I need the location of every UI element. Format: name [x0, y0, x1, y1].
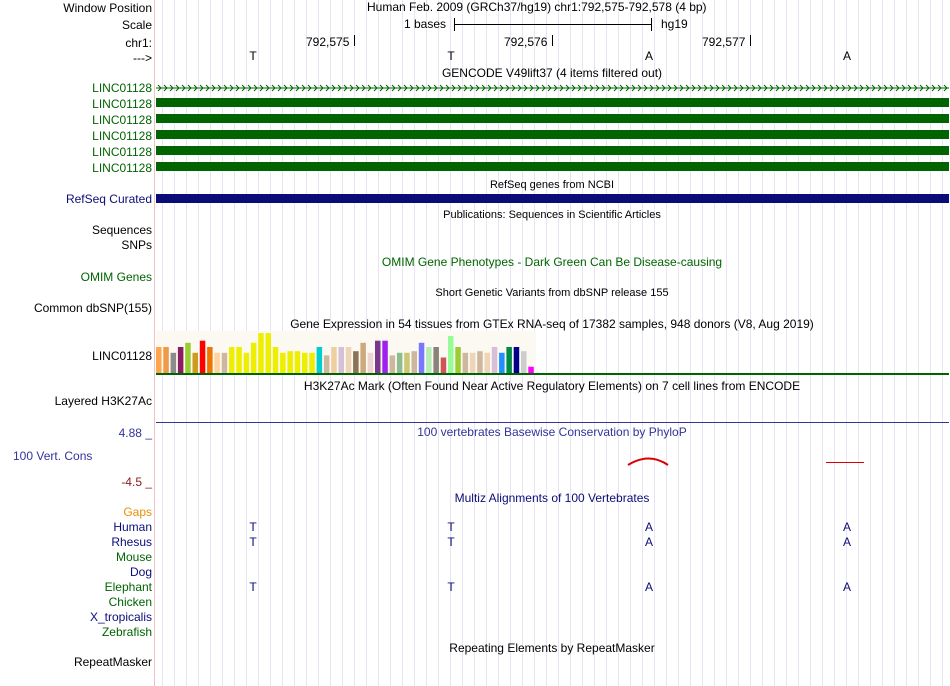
- omim-track-title: OMIM Gene Phenotypes - Dark Green Can Be Disease-causing: [381, 255, 723, 269]
- gtex-tissue-bar[interactable]: [339, 347, 345, 373]
- species-label-dog[interactable]: Dog: [129, 565, 152, 579]
- gencode-exon-bar-2[interactable]: [156, 98, 949, 107]
- label-divider: [154, 0, 155, 686]
- gencode-item-label-4[interactable]: LINC01128: [92, 129, 152, 143]
- coord-tick-3: [750, 35, 751, 46]
- species-label-zebrafish[interactable]: Zebrafish: [101, 625, 152, 639]
- repeatmasker-track-title: Repeating Elements by RepeatMasker: [449, 641, 655, 655]
- gencode-intron-arrows[interactable]: [156, 83, 949, 93]
- species-label-human[interactable]: Human: [113, 520, 152, 534]
- omim-track-label[interactable]: OMIM Genes: [80, 270, 152, 284]
- coord-label-1: 792,575: [306, 35, 350, 49]
- gtex-tissue-bar[interactable]: [331, 347, 337, 373]
- gencode-track-title: GENCODE V49lift37 (4 items filtered out): [441, 66, 663, 80]
- gtex-tissue-bar[interactable]: [251, 343, 257, 373]
- gtex-track-title: Gene Expression in 54 tissues from GTEx RNA-seq of 17382 samples, 948 donors (V8, Aug 2019): [290, 317, 814, 331]
- gtex-tissue-bar[interactable]: [295, 351, 301, 373]
- gencode-item-label-2[interactable]: LINC01128: [92, 97, 152, 111]
- gtex-tissue-bar[interactable]: [455, 347, 461, 373]
- scale-bar-left-cap: [454, 18, 455, 31]
- gtex-tissue-bar[interactable]: [419, 343, 425, 373]
- gtex-tissue-bar[interactable]: [317, 347, 323, 373]
- gtex-tissue-bar[interactable]: [324, 355, 330, 373]
- gencode-exon-bar-3[interactable]: [156, 114, 949, 123]
- gtex-tissue-bar[interactable]: [528, 367, 534, 373]
- gtex-tissue-bar[interactable]: [441, 358, 447, 374]
- gtex-tissue-bar[interactable]: [412, 351, 418, 373]
- gtex-tissue-bar[interactable]: [397, 353, 403, 373]
- species-label-chicken[interactable]: Chicken: [108, 595, 152, 609]
- rhesus-base-1: T: [249, 535, 257, 549]
- human-base-3: A: [644, 520, 654, 534]
- gtex-tissue-bar[interactable]: [156, 347, 162, 373]
- gtex-tissue-bar[interactable]: [433, 347, 439, 373]
- gtex-tissue-bar[interactable]: [309, 353, 315, 373]
- cons-wiggle-peak-2: [826, 462, 864, 463]
- gtex-tissue-bar[interactable]: [404, 353, 410, 373]
- elephant-base-3: A: [644, 580, 654, 594]
- coord-tick-2: [552, 35, 553, 46]
- position-text: Human Feb. 2009 (GRCh37/hg19) chr1:792,575-792,578 (4 bp): [367, 0, 707, 14]
- gtex-tissue-bar[interactable]: [499, 353, 505, 373]
- multiz-track-title: Multiz Alignments of 100 Vertebrates: [454, 491, 650, 505]
- gtex-tissue-bar[interactable]: [353, 351, 359, 373]
- cons-track-label[interactable]: 100 Vert. Cons: [13, 449, 93, 463]
- dbsnp-track-title: Short Genetic Variants from dbSNP release 155: [435, 287, 669, 299]
- human-base-1: T: [249, 520, 257, 534]
- species-label-rhesus[interactable]: Rhesus: [111, 535, 152, 549]
- snps-track-label[interactable]: SNPs: [121, 238, 152, 252]
- gtex-tissue-bar[interactable]: [273, 347, 279, 373]
- coord-label-2: 792,576: [504, 35, 548, 49]
- gaps-label[interactable]: Gaps: [123, 505, 152, 519]
- cons-track-title: 100 vertebrates Basewise Conservation by PhyloP: [417, 425, 687, 439]
- scale-label: Scale: [121, 18, 152, 32]
- gencode-item-label-5[interactable]: LINC01128: [92, 145, 152, 159]
- gtex-tissue-bar[interactable]: [368, 353, 374, 373]
- gtex-track-label[interactable]: LINC01128: [92, 349, 152, 363]
- gtex-tissue-bar[interactable]: [390, 355, 396, 373]
- ref-base-2: T: [447, 49, 455, 63]
- elephant-base-1: T: [249, 580, 257, 594]
- h3k27ac-track-title: H3K27Ac Mark (Often Found Near Active Regulatory Elements) on 7 cell lines from ENCODE: [303, 379, 801, 393]
- rhesus-base-3: A: [644, 535, 654, 549]
- ref-base-3: A: [644, 49, 654, 63]
- refseq-exon-bar[interactable]: [156, 194, 949, 203]
- gtex-tissue-bar[interactable]: [266, 333, 272, 373]
- gencode-exon-bar-6[interactable]: [156, 162, 949, 171]
- assembly-label: hg19: [661, 17, 688, 31]
- gtex-tissue-bar[interactable]: [470, 353, 476, 373]
- gtex-tissue-bar[interactable]: [426, 347, 432, 373]
- gtex-tissue-bar[interactable]: [521, 351, 527, 373]
- gtex-tissue-bar[interactable]: [163, 347, 169, 373]
- sequences-track-label[interactable]: Sequences: [91, 223, 152, 237]
- gtex-tissue-bar[interactable]: [287, 351, 293, 373]
- rhesus-base-4: A: [842, 535, 852, 549]
- h3k27ac-baseline: [156, 422, 949, 423]
- refseq-track-title: RefSeq genes from NCBI: [489, 179, 615, 191]
- publications-track-title: Publications: Sequences in Scientific Articles: [443, 209, 661, 221]
- gtex-expression-chart[interactable]: [156, 331, 949, 377]
- gencode-item-label-3[interactable]: LINC01128: [92, 113, 152, 127]
- gencode-item-label-1[interactable]: LINC01128: [92, 81, 152, 95]
- gtex-tissue-bar[interactable]: [448, 336, 454, 373]
- cons-max-label: 4.88 _: [118, 426, 152, 440]
- coord-label-3: 792,577: [702, 35, 746, 49]
- coord-tick-1: [354, 35, 355, 46]
- gtex-tissue-bar[interactable]: [514, 347, 520, 373]
- gtex-tissue-bar[interactable]: [185, 343, 191, 373]
- gtex-tissue-bar[interactable]: [200, 341, 206, 373]
- gtex-tissue-bar[interactable]: [171, 353, 177, 373]
- gtex-tissue-bar[interactable]: [214, 353, 220, 373]
- elephant-base-2: T: [447, 580, 455, 594]
- gtex-tissue-bar[interactable]: [360, 343, 366, 373]
- gtex-tissue-bar[interactable]: [236, 347, 242, 373]
- gencode-item-label-6[interactable]: LINC01128: [92, 161, 152, 175]
- gtex-tissue-bar[interactable]: [477, 351, 483, 373]
- species-label-x-tropicalis[interactable]: X_tropicalis: [89, 610, 152, 624]
- dbsnp-track-label[interactable]: Common dbSNP(155): [33, 301, 152, 315]
- gencode-exon-bar-4[interactable]: [156, 130, 949, 139]
- gtex-tissue-bar[interactable]: [207, 347, 213, 373]
- strand-label: --->: [133, 51, 152, 65]
- gtex-tissue-bar[interactable]: [382, 341, 388, 373]
- gencode-exon-bar-5[interactable]: [156, 146, 949, 155]
- chrom-label: chr1:: [125, 36, 152, 50]
- scale-bar-right-cap: [651, 18, 652, 31]
- gtex-tissue-bar[interactable]: [485, 353, 491, 373]
- gtex-tissue-bar[interactable]: [463, 353, 469, 373]
- gtex-tissue-bar[interactable]: [244, 353, 250, 373]
- gtex-tissue-bar[interactable]: [178, 347, 184, 373]
- human-base-2: T: [447, 520, 455, 534]
- scale-bar: [454, 24, 651, 25]
- gtex-tissue-bar[interactable]: [258, 333, 264, 373]
- h3k27ac-track-label[interactable]: Layered H3K27Ac: [54, 394, 152, 408]
- scale-text: 1 bases: [404, 17, 447, 31]
- gtex-tissue-bar[interactable]: [346, 347, 352, 373]
- refseq-track-label[interactable]: RefSeq Curated: [65, 192, 152, 206]
- gtex-tissue-bar[interactable]: [280, 353, 286, 373]
- gtex-tissue-bar[interactable]: [193, 353, 199, 373]
- gtex-tissue-bar[interactable]: [222, 353, 228, 373]
- elephant-base-4: A: [842, 580, 852, 594]
- gtex-tissue-bar[interactable]: [492, 347, 498, 373]
- gtex-tissue-bar[interactable]: [229, 347, 235, 373]
- species-label-elephant[interactable]: Elephant: [104, 580, 152, 594]
- ref-base-4: A: [842, 49, 852, 63]
- human-base-4: A: [842, 520, 852, 534]
- rhesus-base-2: T: [447, 535, 455, 549]
- gtex-tissue-bar[interactable]: [506, 347, 512, 373]
- gtex-tissue-bar[interactable]: [302, 353, 308, 373]
- ref-base-1: T: [249, 49, 257, 63]
- cons-min-label: -4.5 _: [121, 475, 152, 489]
- window-position-label: Window Position: [63, 1, 152, 15]
- cons-wiggle-peak-1: [620, 452, 680, 468]
- gtex-tissue-bar[interactable]: [375, 341, 381, 373]
- species-label-mouse[interactable]: Mouse: [115, 550, 152, 564]
- repeatmasker-track-label[interactable]: RepeatMasker: [73, 655, 152, 669]
